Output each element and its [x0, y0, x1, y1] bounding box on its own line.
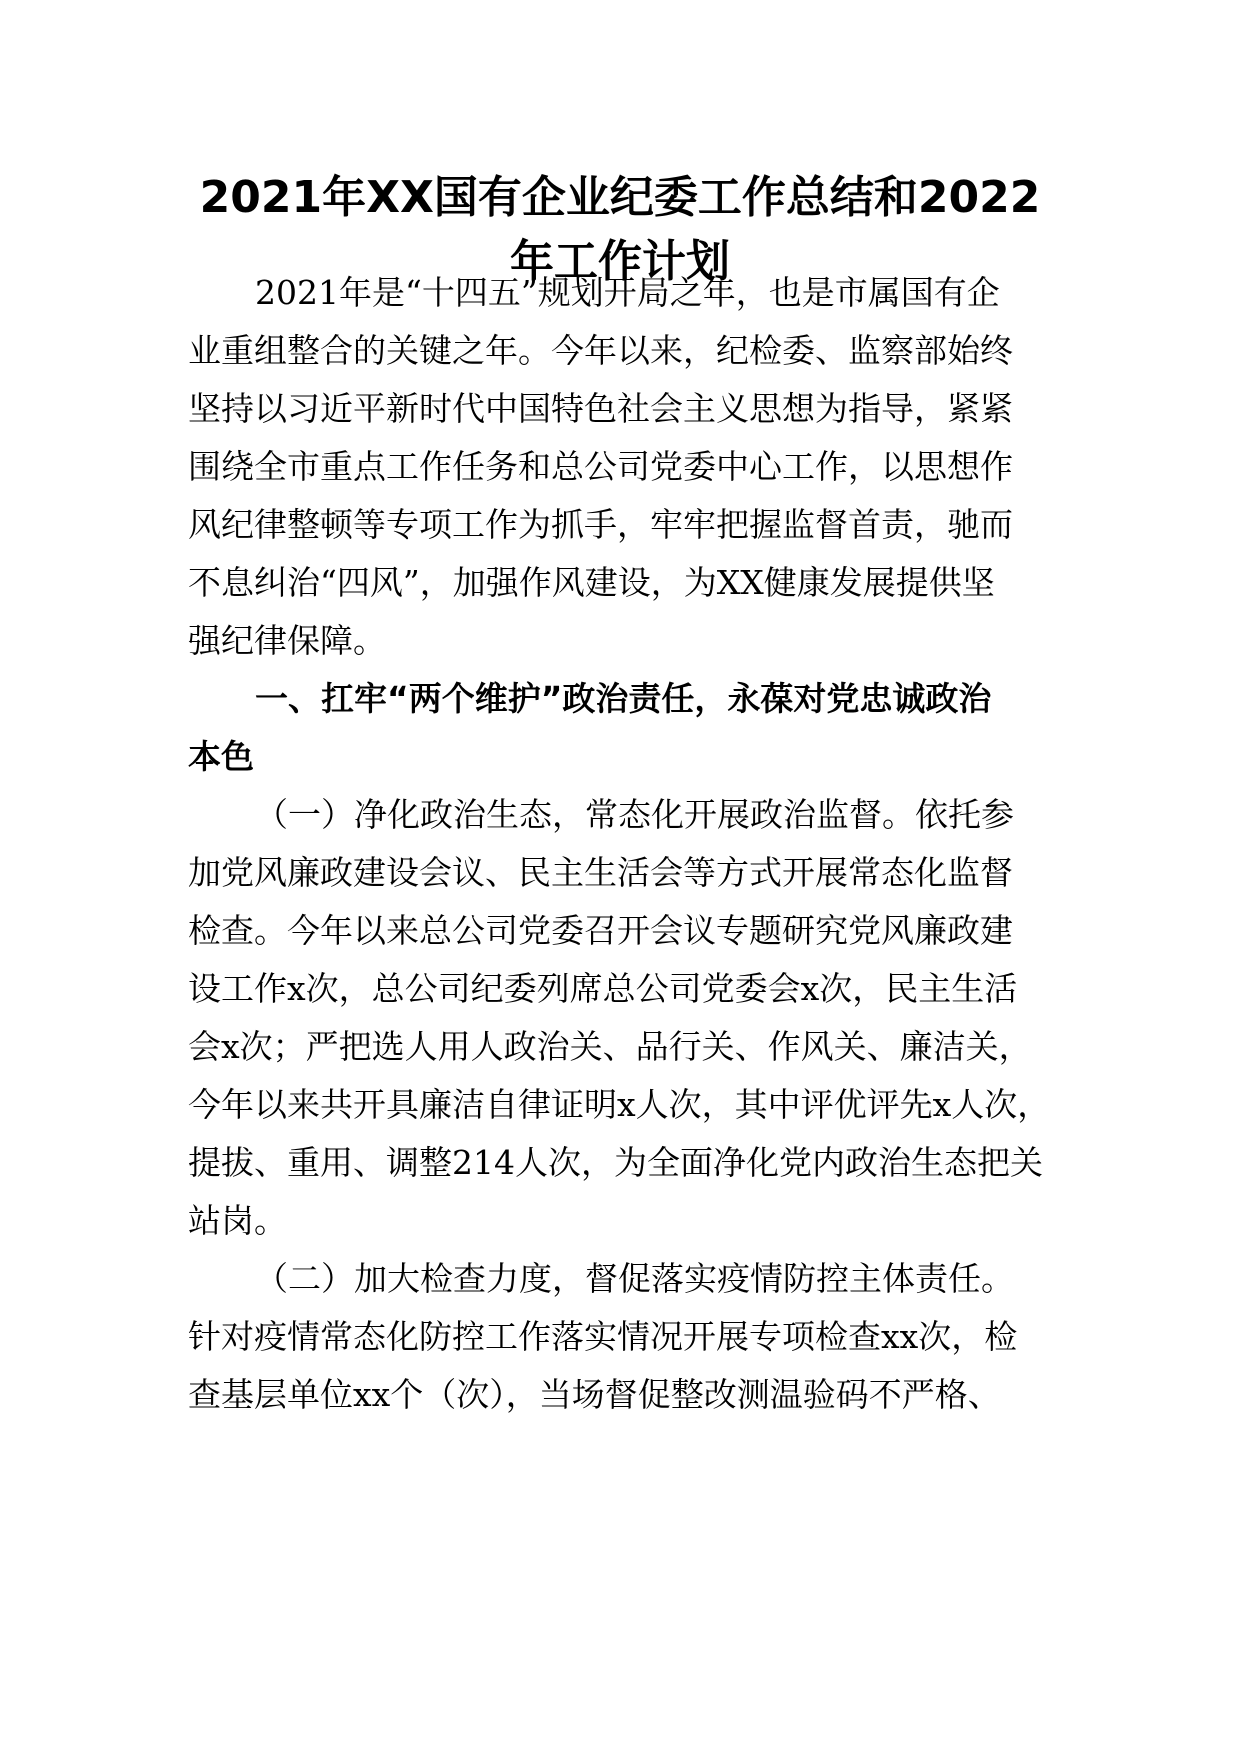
body-line: 今年以来共开具廉洁自律证明x人次，其中评优评先x人次，: [188, 1085, 1051, 1124]
body-line: 针对疫情常态化防控工作落实情况开展专项检查xx次，检: [188, 1317, 1018, 1356]
body-line: 围绕全市重点工作任务和总公司党委中心工作，以思想作: [188, 447, 1013, 486]
body-line: 会x次；严把选人用人政治关、品行关、作风关、廉洁关，: [188, 1027, 1032, 1066]
document-title-line-1: 2021年XX国有企业纪委工作总结和2022: [199, 172, 1041, 223]
section-heading-line-2: 本色: [188, 737, 254, 776]
body-line: 坚持以习近平新时代中国特色社会主义思想为指导，紧紧: [188, 389, 1013, 428]
body-line: 查基层单位xx个（次），当场督促整改测温验码不严格、: [188, 1375, 1001, 1414]
body-line: 加党风廉政建设会议、民主生活会等方式开展常态化监督: [188, 853, 1013, 892]
body-line: 强纪律保障。: [188, 621, 386, 660]
body-line: （二）加大检查力度，督促落实疫情防控主体责任。: [255, 1259, 1014, 1298]
body-line: 检查。今年以来总公司党委召开会议专题研究党风廉政建: [188, 911, 1013, 950]
body-line: 站岗。: [188, 1201, 287, 1240]
body-line: 2021年是“十四五”规划开局之年，也是市属国有企: [255, 273, 1000, 312]
section-heading-line-1: 一、扛牢“两个维护”政治责任，永葆对党忠诚政治: [255, 679, 992, 718]
body-line: 提拔、重用、调整214人次，为全面净化党内政治生态把关: [188, 1143, 1043, 1182]
body-line: 设工作x次，总公司纪委列席总公司党委会x次，民主生活: [188, 969, 1018, 1008]
document-title-line-2: 年工作计划: [510, 236, 730, 287]
body-line: 不息纠治“四风”，加强作风建设，为XX健康发展提供坚: [188, 563, 995, 602]
body-line: （一）净化政治生态，常态化开展政治监督。依托参: [255, 795, 1014, 834]
body-line: 风纪律整顿等专项工作为抓手，牢牢把握监督首责，驰而: [188, 505, 1013, 544]
body-line: 业重组整合的关键之年。今年以来，纪检委、监察部始终: [188, 331, 1013, 370]
